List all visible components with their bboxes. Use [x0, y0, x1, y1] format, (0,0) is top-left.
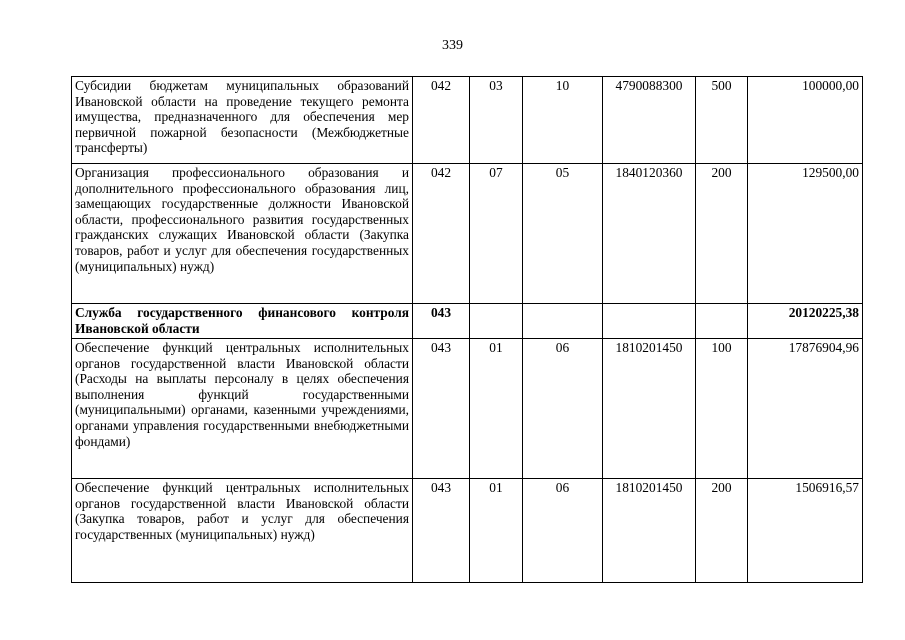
- section-code: 01: [470, 479, 523, 583]
- row-description: Служба государственного финансового контроля Ивановской области: [72, 304, 413, 339]
- section-code: 03: [470, 77, 523, 164]
- subsection-code: 06: [523, 339, 603, 479]
- amount: 20120225,38: [748, 304, 863, 339]
- row-description: Организация профессионального образования и дополнительного профессионального образования лиц, замещающих государственные должности Ивановской области, профессионального развития государственных гражданских служащих Ивановской области (Закупка товаров, работ и услуг для обеспечения государственных (муниципальных) нужд): [72, 164, 413, 304]
- target-code: 1840120360: [603, 164, 696, 304]
- amount: 17876904,96: [748, 339, 863, 479]
- section-code: 01: [470, 339, 523, 479]
- row-description: Обеспечение функций центральных исполнительных органов государственной власти Ивановской области (Закупка товаров, работ и услуг для обеспечения государственных (муниципальных) нужд): [72, 479, 413, 583]
- expense-type-code: 200: [696, 164, 748, 304]
- subsection-code: [523, 304, 603, 339]
- section-code: 07: [470, 164, 523, 304]
- ministry-code: 043: [413, 339, 470, 479]
- ministry-code: 042: [413, 164, 470, 304]
- expense-type-code: [696, 304, 748, 339]
- section-code: [470, 304, 523, 339]
- subsection-code: 05: [523, 164, 603, 304]
- target-code: 4790088300: [603, 77, 696, 164]
- amount: 129500,00: [748, 164, 863, 304]
- ministry-code: 042: [413, 77, 470, 164]
- budget-table: [71, 76, 863, 583]
- table-row: [72, 304, 863, 339]
- expense-type-code: 100: [696, 339, 748, 479]
- table-row: [72, 479, 863, 583]
- target-code: [603, 304, 696, 339]
- ministry-code: 043: [413, 304, 470, 339]
- subsection-code: 10: [523, 77, 603, 164]
- table-row: [72, 339, 863, 479]
- expense-type-code: 500: [696, 77, 748, 164]
- row-description: Субсидии бюджетам муниципальных образований Ивановской области на проведение текущего ремонта имущества, предназначенного для обеспечения мер первичной пожарной безопасности (Межбюджетные трансферты): [72, 77, 413, 164]
- subsection-code: 06: [523, 479, 603, 583]
- amount: 100000,00: [748, 77, 863, 164]
- target-code: 1810201450: [603, 339, 696, 479]
- page-number: 339: [442, 38, 463, 53]
- table-row: [72, 77, 863, 164]
- row-description: Обеспечение функций центральных исполнительных органов государственной власти Ивановской области (Расходы на выплаты персоналу в целях обеспечения выполнения функций государственными (муниципальными) органами, казенными учреждениями, органами управления государственными внебюджетными фондами): [72, 339, 413, 479]
- expense-type-code: 200: [696, 479, 748, 583]
- target-code: 1810201450: [603, 479, 696, 583]
- table-row: [72, 164, 863, 304]
- amount: 1506916,57: [748, 479, 863, 583]
- ministry-code: 043: [413, 479, 470, 583]
